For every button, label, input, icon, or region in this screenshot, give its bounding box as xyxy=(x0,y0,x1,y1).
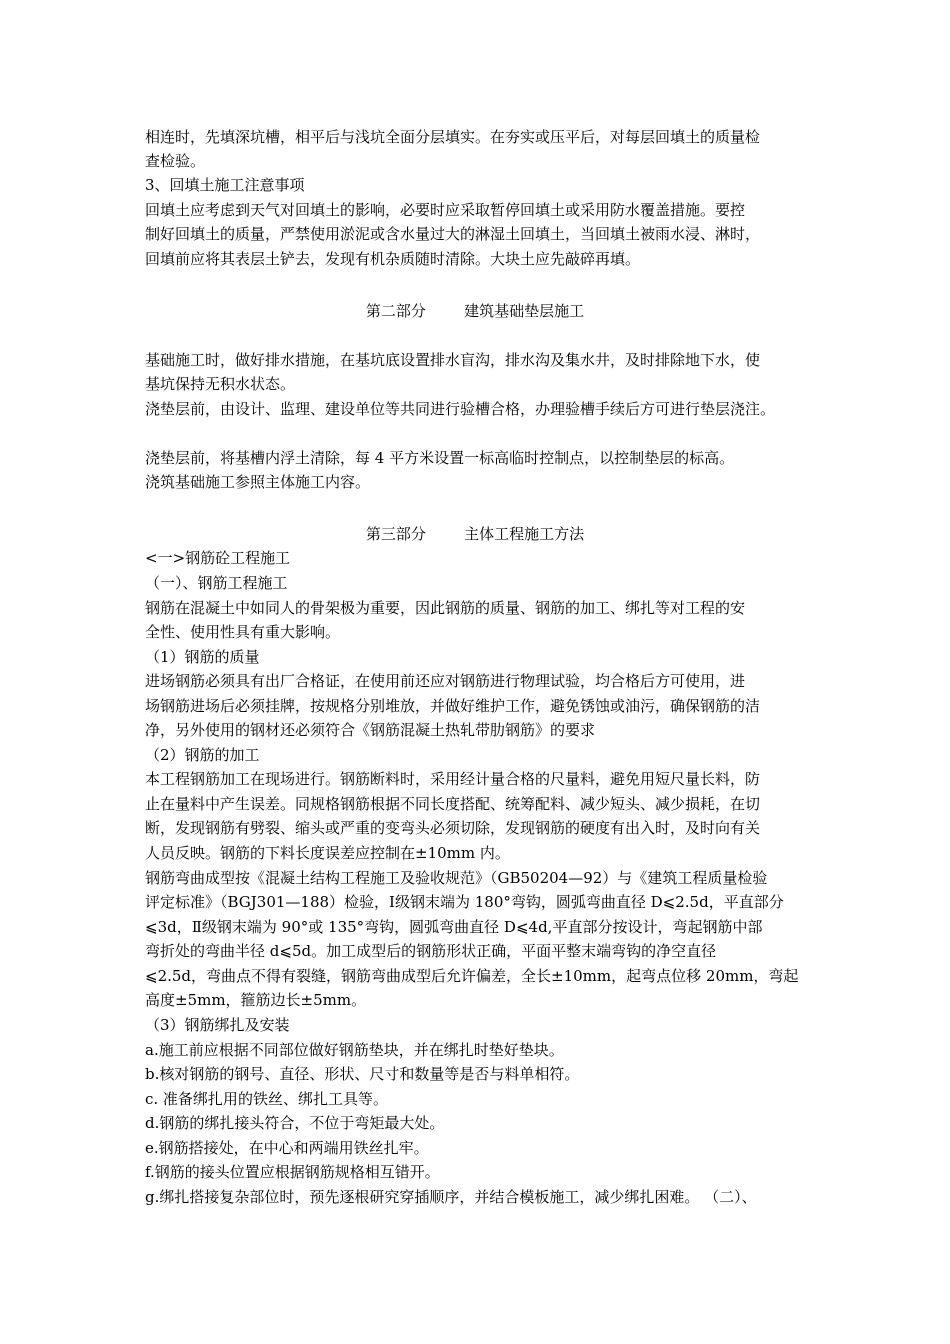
paragraph-line: 回填前应将其表层土铲去，发现有机杂质随时清除。大块土应先敲碎再填。 xyxy=(145,250,641,268)
paragraph-line: 相连时，先填深坑槽，相平后与浅坑全面分层填实。在夯实或压平后，对每层回填土的质量检 xyxy=(145,128,761,146)
paragraph-line: 基坑保持无积水状态。 xyxy=(145,375,296,393)
list-item: f.钢筋的接头位置应根据钢筋规格相互错开。 xyxy=(145,1163,440,1181)
list-item: b.核对钢筋的钢号、直径、形状、尺寸和数量等是否与料单相符。 xyxy=(145,1065,580,1083)
paragraph-line: 浇垫层前，将基槽内浮土清除，每 4 平方米设置一标高临时控制点，以控制垫层的标高。 xyxy=(145,449,735,467)
paragraph-line: ⩽2.5d，弯曲点不得有裂缝，钢筋弯曲成型后允许偏差，全长±10mm，起弯点位移 20mm，弯起 xyxy=(145,967,799,985)
part3-heading: 第三部分 主体工程施工方法 xyxy=(365,525,585,543)
paragraph-line: 查检验。 xyxy=(145,152,206,170)
section-subheading: （1）钢筋的质量 xyxy=(145,648,260,666)
paragraph-line: 全性、使用性具有重大影响。 xyxy=(145,623,341,641)
paragraph-line: 钢筋弯曲成型按《混凝土结构工程施工及验收规范》（GB50204—92）与《建筑工程质量检验 xyxy=(145,869,768,887)
list-item: g.绑扎搭接复杂部位时，预先逐根研究穿插顺序，并结合模板施工，减少绑扎困难。 （二）、 xyxy=(145,1188,757,1206)
paragraph-line: 浇垫层前，由设计、监理、建设单位等共同进行验槽合格，办理验槽手续后方可进行垫层浇注。 xyxy=(145,400,776,418)
paragraph-line: 弯折处的弯曲半径 d⩽5d。加工成型后的钢筋形状正确，平面平整末端弯钩的净空直径 xyxy=(145,942,717,960)
section-subheading: 3、回填土施工注意事项 xyxy=(145,176,305,194)
section-subheading: <一>钢筋砼工程施工 xyxy=(145,549,291,567)
paragraph-line: 场钢筋进场后必须挂牌，按规格分别堆放，并做好维护工作，避免锈蚀或油污，确保钢筋的洁 xyxy=(145,697,761,715)
paragraph-line: 进场钢筋必须具有出厂合格证，在使用前还应对钢筋进行物理试验，均合格后方可使用，进 xyxy=(145,672,746,690)
paragraph-line: 人员反映。钢筋的下料长度误差应控制在±10mm 内。 xyxy=(145,844,510,862)
paragraph-line: 本工程钢筋加工在现场进行。钢筋断料时，采用经计量合格的尺量料，避免用短尺量长料，防 xyxy=(145,770,761,788)
paragraph-line: 评定标准》（BGJ301—188）检验，Ⅰ级钢末端为 180°弯钩，圆弧弯曲直径 D⩽2.5d，平直部分 xyxy=(145,893,784,911)
paragraph-line: 回填土应考虑到天气对回填土的影响，必要时应采取暂停回填土或采用防水覆盖措施。要控 xyxy=(145,201,746,219)
paragraph-line: 基础施工时，做好排水措施，在基坑底设置排水盲沟，排水沟及集水井，及时排除地下水，使 xyxy=(145,351,761,369)
paragraph-line: 断，发现钢筋有劈裂、缩头或严重的变弯头必须切除，发现钢筋的硬度有出入时，及时向有关 xyxy=(145,819,761,837)
list-item: d.钢筋的绑扎接头符合，不位于弯矩最大处。 xyxy=(145,1114,445,1132)
part2-heading: 第二部分 建筑基础垫层施工 xyxy=(365,302,585,320)
section-subheading: （一）、钢筋工程施工 xyxy=(145,574,288,592)
section-subheading: （2）钢筋的加工 xyxy=(145,746,260,764)
paragraph-line: 制好回填土的质量，严禁使用淤泥或含水量过大的淋湿土回填土，当回填土被雨水浸、淋时， xyxy=(145,225,761,243)
list-item: a.施工前应根据不同部位做好钢筋垫块，并在绑扎时垫好垫块。 xyxy=(145,1041,564,1059)
section-subheading: （3）钢筋绑扎及安装 xyxy=(145,1016,290,1034)
paragraph-line: 浇筑基础施工参照主体施工内容。 xyxy=(145,473,371,491)
paragraph-line: ⩽3d，Ⅱ级钢末端为 90°或 135°弯钩，圆弧弯曲直径 D⩽4d,平直部分按设计，弯起钢筋中部 xyxy=(145,918,763,936)
list-item: c. 准备绑扎用的铁丝、绑扎工具等。 xyxy=(145,1090,388,1108)
paragraph-line: 钢筋在混凝土中如同人的骨架极为重要，因此钢筋的质量、钢筋的加工、绑扎等对工程的安 xyxy=(145,599,746,617)
paragraph-line: 高度±5mm，箍筋边长±5mm。 xyxy=(145,991,367,1009)
paragraph-line: 净，另外使用的钢材还必须符合《钢筋混凝土热轧带肋钢筋》的要求 xyxy=(145,721,596,739)
paragraph-line: 止在量料中产生误差。同规格钢筋根据不同长度搭配、统筹配料、减少短头、减少损耗，在切 xyxy=(145,795,761,813)
list-item: e.钢筋搭接处，在中心和两端用铁丝扎牢。 xyxy=(145,1139,429,1157)
